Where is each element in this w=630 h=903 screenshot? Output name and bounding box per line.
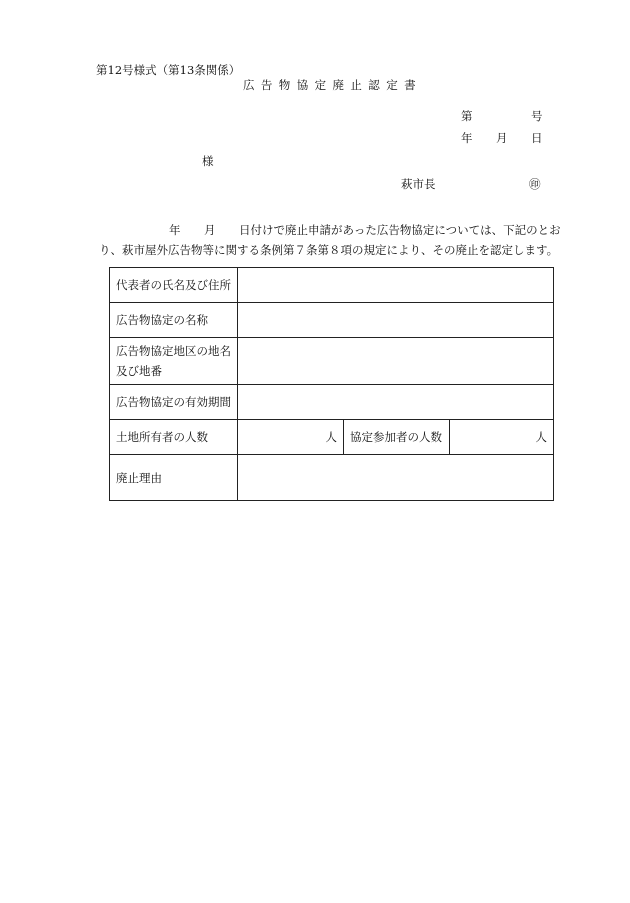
table-row	[110, 420, 554, 455]
date-day-label: 日	[531, 131, 543, 145]
district-label-line2: 及び地番	[116, 364, 162, 378]
number-prefix: 第	[461, 109, 473, 123]
landowner-count-value[interactable]: 人	[238, 420, 344, 455]
abolition-reason-label: 廃止理由	[110, 455, 238, 501]
district-label-line1: 広告物協定地区の地名	[116, 344, 231, 358]
participant-count-label: 協定参加者の人数	[344, 420, 450, 455]
validity-value[interactable]	[238, 385, 554, 420]
abolition-reason-value[interactable]	[238, 455, 554, 501]
table-row	[110, 338, 554, 385]
validity-label: 広告物協定の有効期間	[110, 385, 238, 420]
landowner-count-label: 土地所有者の人数	[110, 420, 238, 455]
body-date-year: 年	[169, 223, 181, 237]
date-year-label: 年	[461, 131, 473, 145]
body-line1: 日付けで廃止申請があった広告物協定については、下記のとお	[239, 223, 561, 237]
representative-label: 代表者の氏名及び住所	[110, 268, 238, 303]
representative-value[interactable]	[238, 268, 554, 303]
issuer-title: 萩市長	[401, 177, 436, 191]
date-month-label: 月	[496, 131, 508, 145]
document-title: 広告物協定廃止認定書	[243, 78, 422, 92]
addressee-honorific: 様	[202, 154, 214, 168]
table-row	[110, 268, 554, 303]
number-suffix: 号	[531, 109, 543, 123]
agreement-name-label: 広告物協定の名称	[110, 303, 238, 338]
form-number: 第12号様式（第13条関係）	[96, 63, 241, 77]
participant-count-value[interactable]: 人	[450, 420, 554, 455]
table-row	[110, 303, 554, 338]
district-label	[110, 338, 238, 385]
table-row	[110, 455, 554, 501]
body-date-month: 月	[204, 223, 216, 237]
agreement-name-value[interactable]	[238, 303, 554, 338]
district-value[interactable]	[238, 338, 554, 385]
seal-mark: ㊞	[529, 177, 541, 191]
body-line2: り、萩市屋外広告物等に関する条例第７条第８項の規定により、その廃止を認定します。	[99, 243, 559, 257]
agreement-table	[109, 267, 554, 501]
table-row	[110, 385, 554, 420]
